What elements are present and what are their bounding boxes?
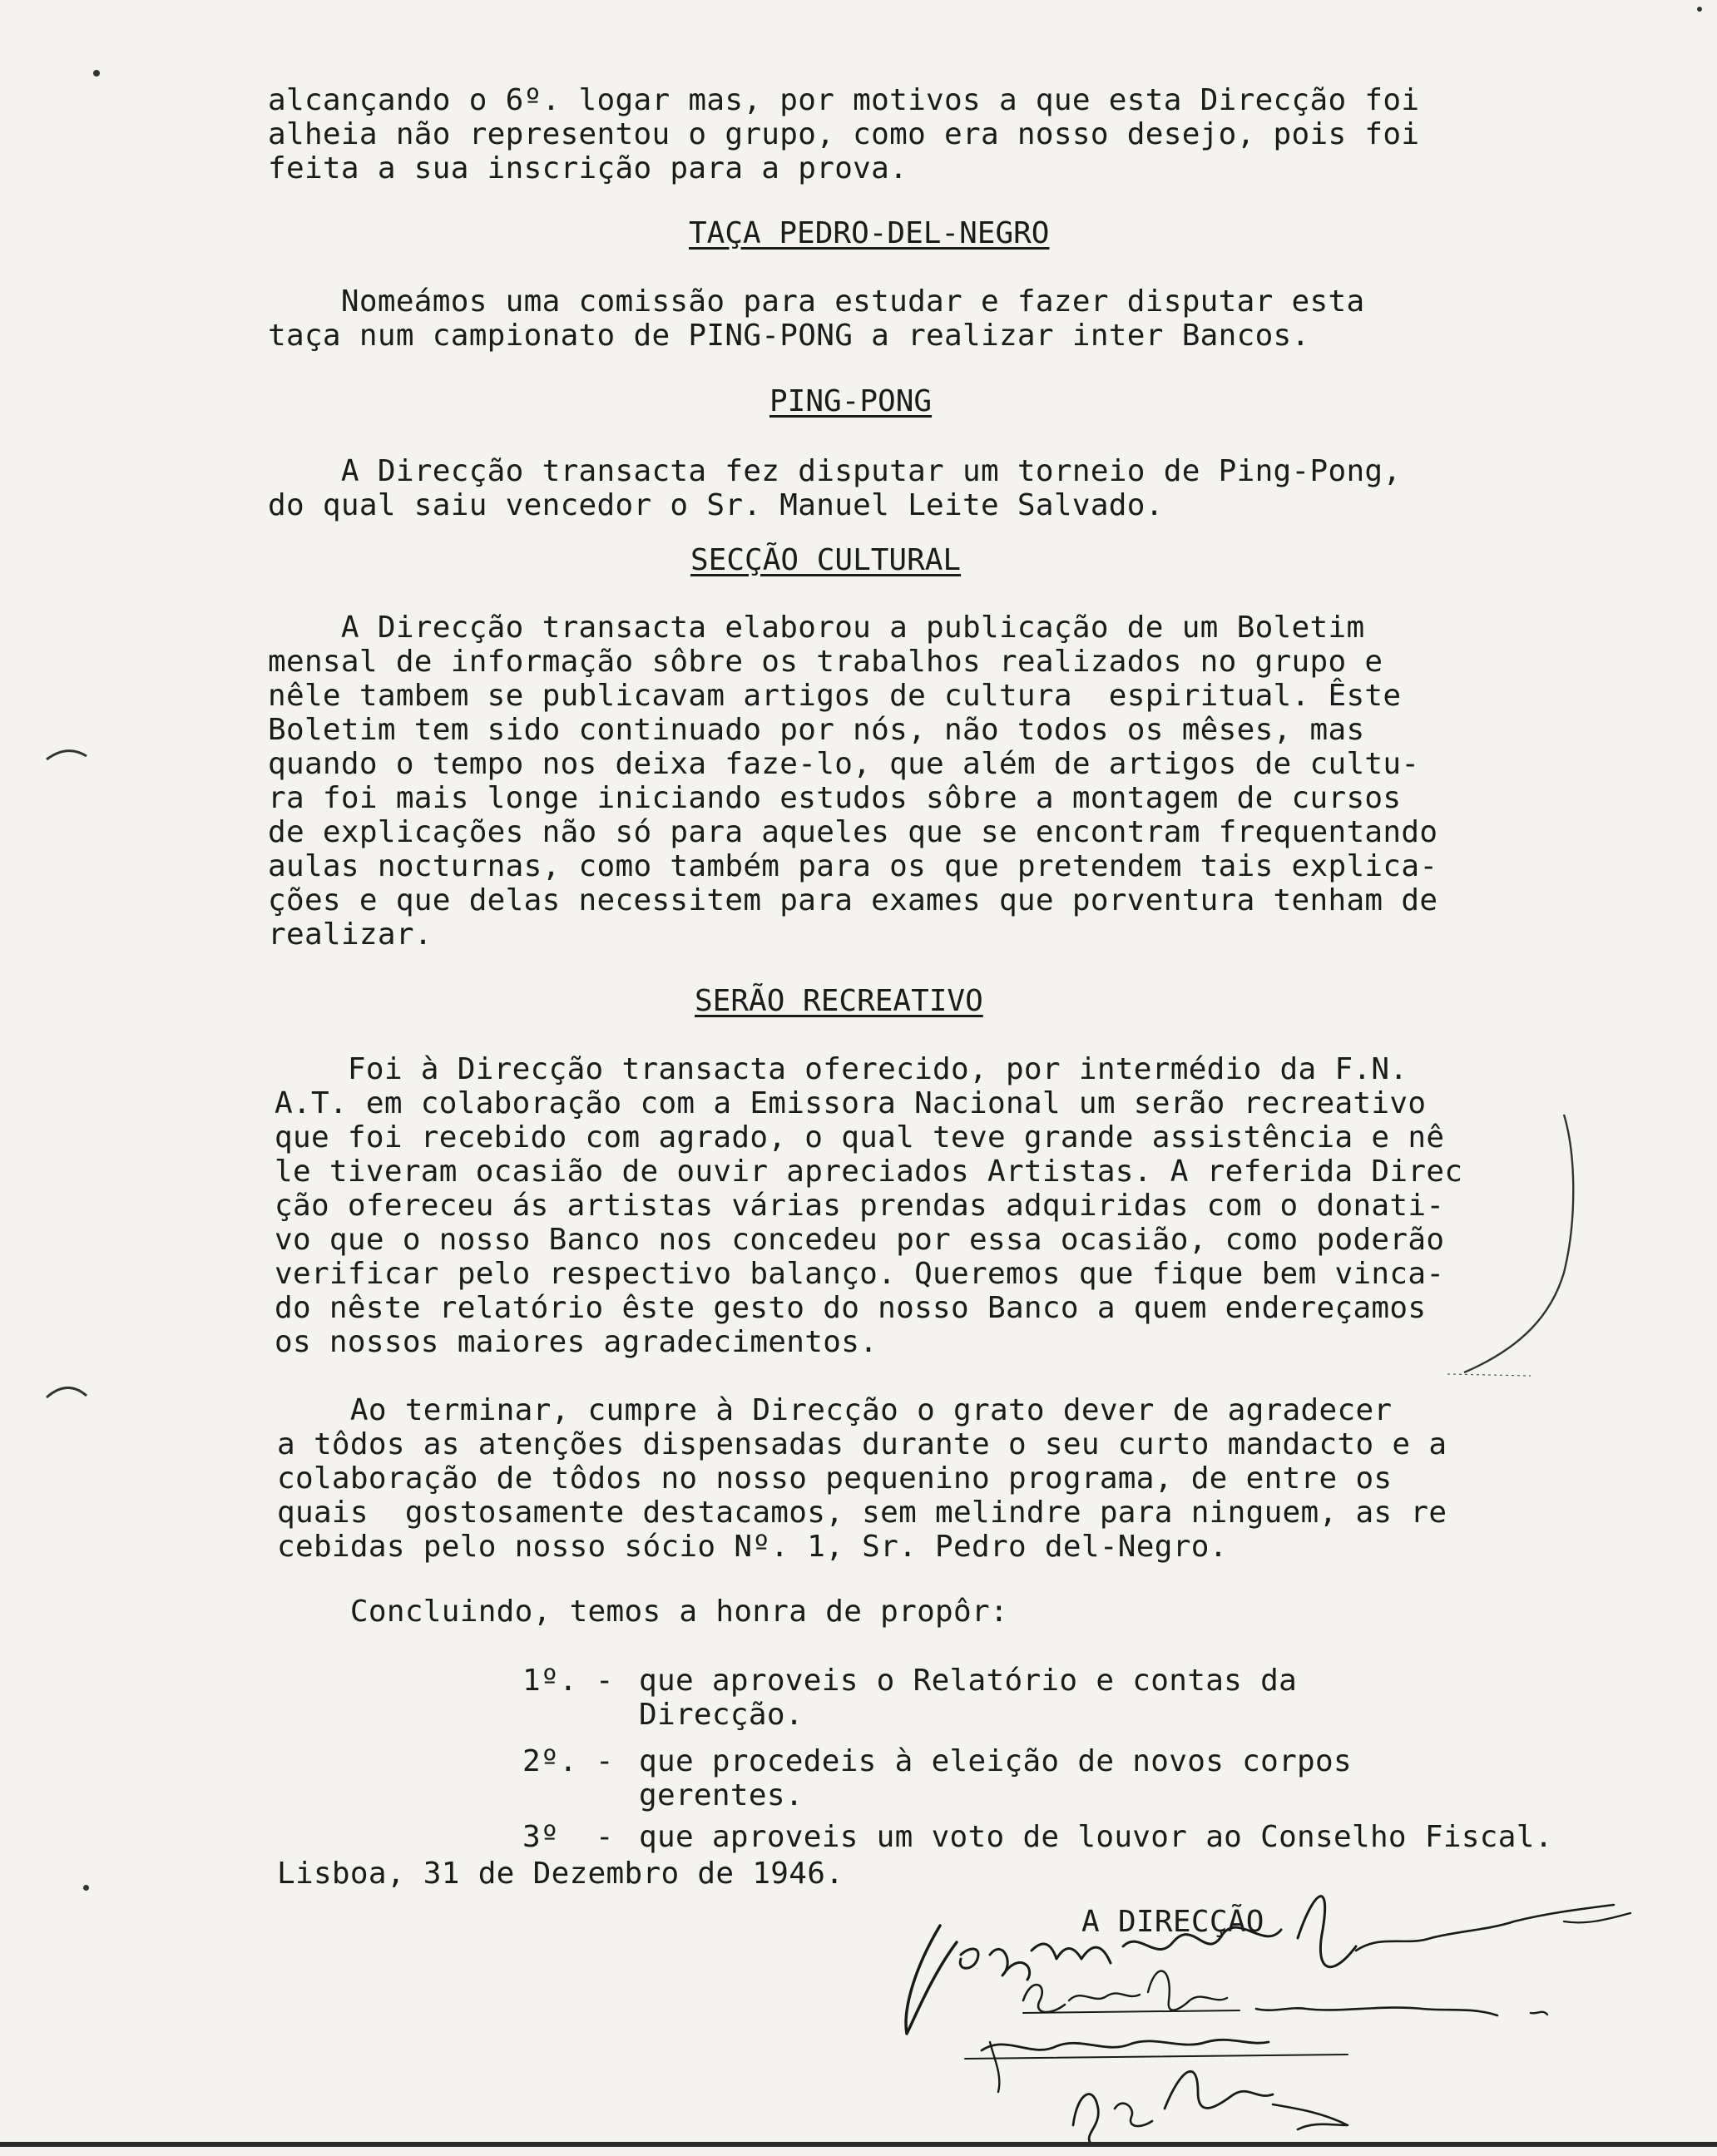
serao-line-1: Foi à Direcção transacta oferecido, por intermédio da F.N.	[275, 1052, 1408, 1086]
heading-serao-recreativo: SERÃO RECREATIVO	[695, 984, 983, 1018]
punch-mark-upper	[43, 744, 93, 778]
closing-line-4: quais gostosamente destacamos, sem melindre para ninguem, as re	[277, 1496, 1447, 1530]
proposal-3-line-1: que aproveis um voto de louvor ao Conselho Fiscal.	[639, 1820, 1553, 1854]
proposal-2-line-1: que procedeis à eleição de novos corpos	[639, 1744, 1352, 1778]
cultural-line-5: quando o tempo nos deixa faze-lo, que além de artigos de cultu-	[268, 747, 1420, 781]
proposal-1-number: 1º. -	[522, 1664, 614, 1698]
cultural-line-3: nêle tambem se publicavam artigos de cultura espiritual. Êste	[268, 679, 1402, 713]
proposal-3-number: 3º -	[522, 1820, 614, 1854]
scan-speck	[93, 70, 100, 77]
closing-line-1: Ao terminar, cumpre à Direcção o grato dever de agradecer	[277, 1393, 1393, 1427]
serao-line-2: A.T. em colaboração com a Emissora Nacional um serão recreativo	[275, 1086, 1427, 1120]
closing-line-5: cebidas pelo nosso sócio Nº. 1, Sr. Pedro del-Negro.	[277, 1530, 1228, 1564]
proposal-2-number: 2º. -	[522, 1744, 614, 1778]
serao-line-5: ção ofereceu ás artistas várias prendas adquiridas com o donati-	[275, 1189, 1445, 1223]
closing-line-3: colaboração de tôdos no nosso pequenino programa, de entre os	[277, 1461, 1393, 1496]
bottom-edge-rule	[0, 2142, 1717, 2147]
cultural-line-4: Boletim tem sido continuado por nós, não todos os mêses, mas	[268, 713, 1365, 747]
handwritten-signatures	[882, 1876, 1705, 2142]
serao-line-7: verificar pelo respectivo balanço. Queremos que fique bem vinca-	[275, 1257, 1445, 1291]
closing-line-2: a tôdos as atenções dispensadas durante o seu curto mandacto e a	[277, 1427, 1447, 1461]
intro-line-1: alcançando o 6º. logar mas, por motivos a que esta Direcção foi	[268, 83, 1420, 117]
scan-speck	[83, 1885, 89, 1891]
signature-heading: A DIRECÇÃO	[1081, 1905, 1264, 1939]
pingpong-line-1: A Direcção transacta fez disputar um torneio de Ping-Pong,	[268, 454, 1402, 488]
date-line: Lisboa, 31 de Dezembro de 1946.	[277, 1857, 844, 1891]
proposal-2-line-2: gerentes.	[639, 1778, 804, 1812]
serao-line-9: os nossos maiores agradecimentos.	[275, 1325, 878, 1359]
margin-bracket	[1431, 1106, 1597, 1381]
concluding-line: Concluindo, temos a honra de propôr:	[277, 1595, 1008, 1629]
pingpong-line-2: do qual saiu vencedor o Sr. Manuel Leite Salvado.	[268, 488, 1164, 522]
serao-line-3: que foi recebido com agrado, o qual teve grande assistência e nê	[275, 1120, 1445, 1155]
serao-line-4: le tiveram ocasião de ouvir apreciados Artistas. A referida Direc	[275, 1155, 1463, 1189]
punch-mark-lower	[43, 1381, 93, 1414]
scan-speck	[1697, 7, 1702, 12]
proposal-1-line-1: que aproveis o Relatório e contas da	[639, 1664, 1298, 1698]
intro-line-3: feita a sua inscrição para a prova.	[268, 151, 908, 185]
proposal-1-line-2: Direcção.	[639, 1698, 804, 1732]
serao-line-8: do nêste relatório êste gesto do nosso Banco a quem endereçamos	[275, 1291, 1427, 1325]
cultural-line-10: realizar.	[268, 917, 433, 952]
cultural-line-2: mensal de informação sôbre os trabalhos realizados no grupo e	[268, 645, 1383, 679]
cultural-line-9: ções e que delas necessitem para exames que porventura tenham de	[268, 883, 1438, 917]
cultural-line-1: A Direcção transacta elaborou a publicação de um Boletim	[268, 611, 1365, 645]
heading-taca: TAÇA PEDRO-DEL-NEGRO	[689, 216, 1050, 250]
heading-ping-pong: PING-PONG	[769, 384, 933, 418]
cultural-line-6: ra foi mais longe iniciando estudos sôbre a montagem de cursos	[268, 781, 1402, 815]
cultural-line-7: de explicações não só para aqueles que se encontram frequentando	[268, 815, 1438, 849]
taca-line-1: Nomeámos uma comissão para estudar e fazer disputar esta	[268, 284, 1365, 319]
taca-line-2: taça num campionato de PING-PONG a realizar inter Bancos.	[268, 319, 1310, 353]
intro-line-2: alheia não representou o grupo, como era nosso desejo, pois foi	[268, 117, 1420, 151]
cultural-line-8: aulas nocturnas, como também para os que pretendem tais explica-	[268, 849, 1438, 883]
serao-line-6: vo que o nosso Banco nos concedeu por essa ocasião, como poderão	[275, 1223, 1445, 1257]
heading-seccao-cultural: SECÇÃO CULTURAL	[690, 543, 962, 577]
